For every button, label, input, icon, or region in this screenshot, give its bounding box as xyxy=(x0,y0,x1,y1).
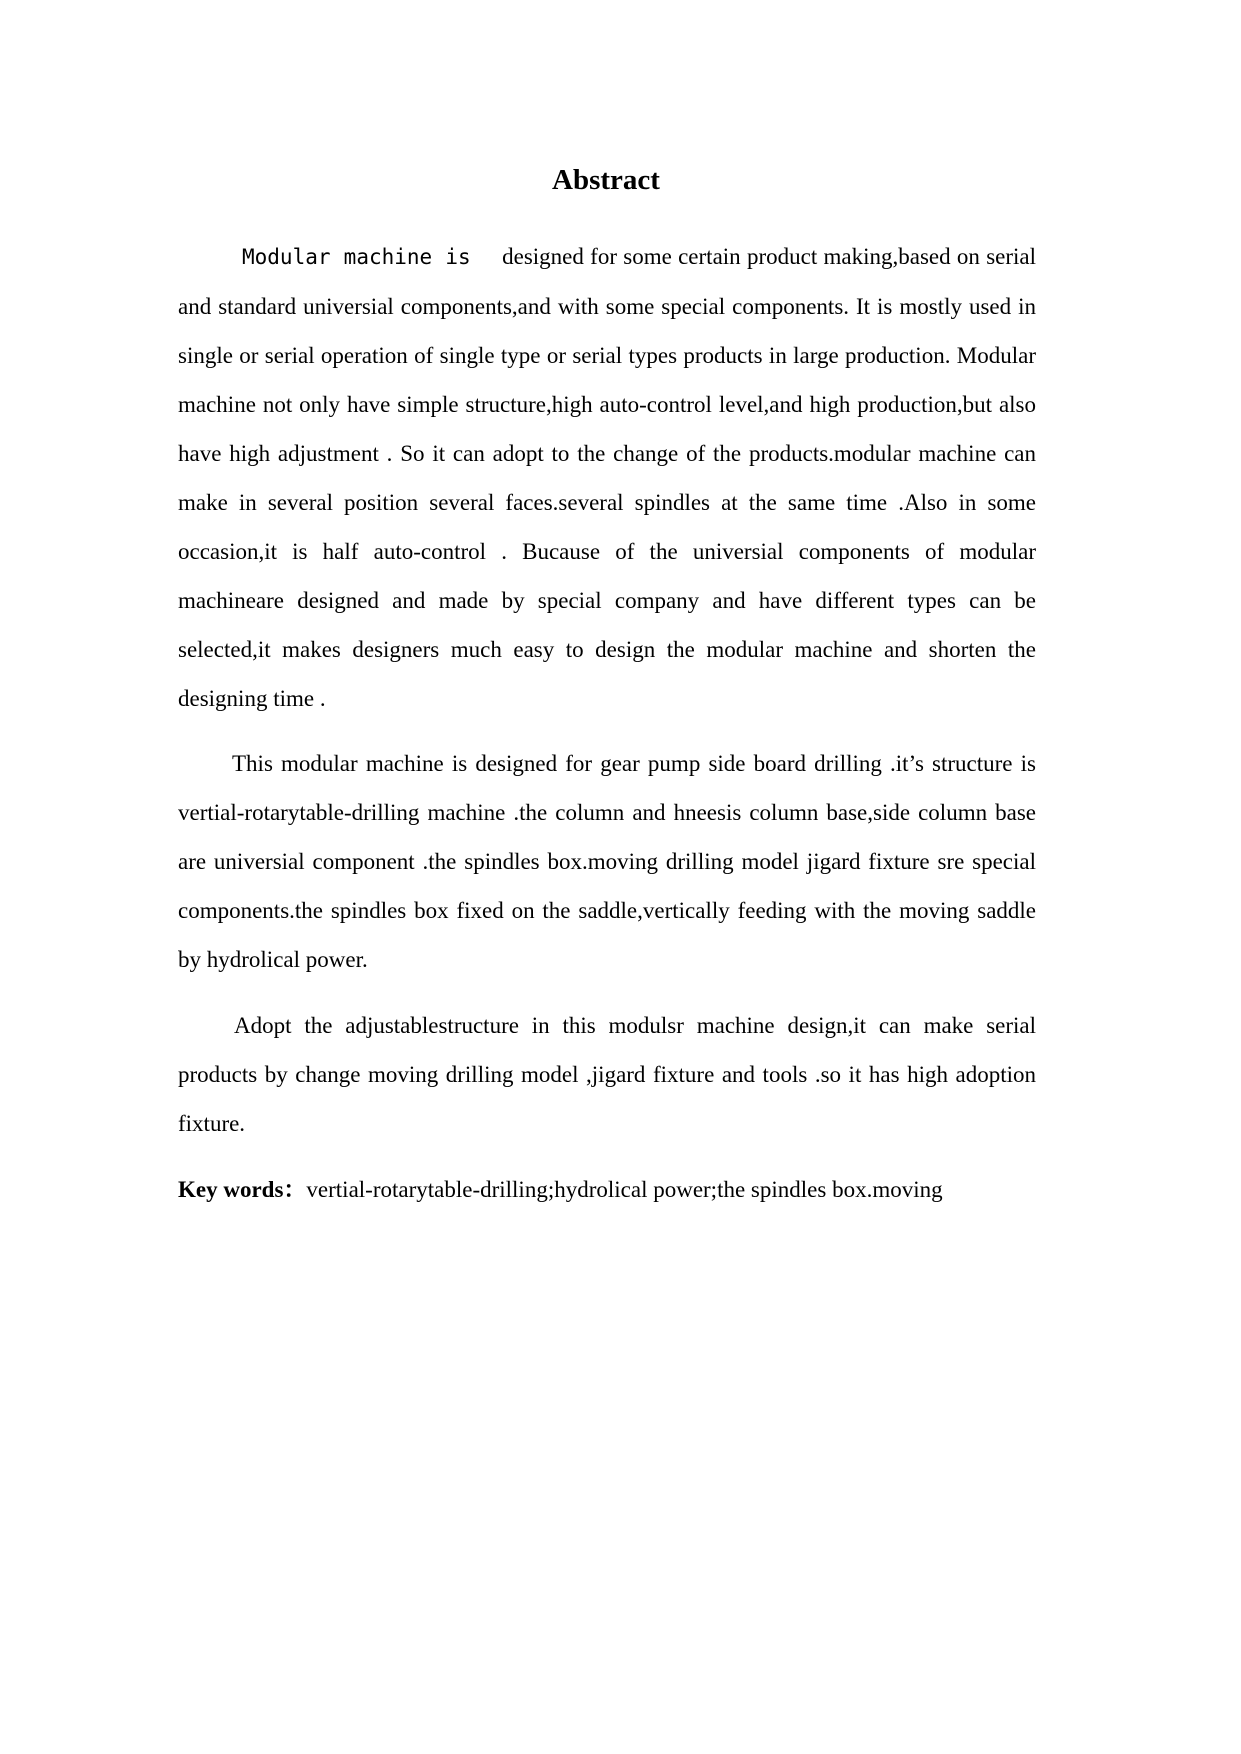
abstract-paragraph-2: This modular machine is designed for gear pump side board drilling .it’s structure is vertial-rotarytable-drilling machine .the column and hneesis column base,side column base are universial component .the spindles box.moving drilling model jigard fixture sre special components.the spindles box fixed on the saddle,vertically feeding with the moving saddle by hydrolical power. xyxy=(178,751,1036,972)
abstract-title: Abstract xyxy=(552,164,660,196)
keywords-line xyxy=(178,1165,1038,1214)
paragraph-1-body: designed for some certain product making,based on serial and standard universial components,and with some special components. It is mostly used in single or serial operation of single type or serial types products in large production. Modular machine not only have simple structure,high auto-control level,and high production,but also have high adjustment . So it can adopt to the change of the products.modular machine can make in several position several faces.several spindles at the same time .Also in some occasion,it is half auto-control . Bucause of the universial components of modular machineare designed and made by special company and have different types can be selected,it makes designers much easy to design the modular machine and shorten the designing time . xyxy=(178,244,1036,711)
paragraph-1-lead: Modular machine is xyxy=(242,245,471,269)
abstract-paragraph-1 xyxy=(178,232,1036,723)
keywords-label: Key words： xyxy=(178,1177,307,1202)
abstract-paragraph-3: Adopt the adjustablestructure in this modulsr machine design,it can make serial products by change moving drilling model ,jigard fixture and tools .so it has high adoption fixture. xyxy=(178,1013,1036,1136)
keywords-text: vertial-rotarytable-drilling;hydrolical power;the spindles box.moving xyxy=(306,1177,943,1202)
